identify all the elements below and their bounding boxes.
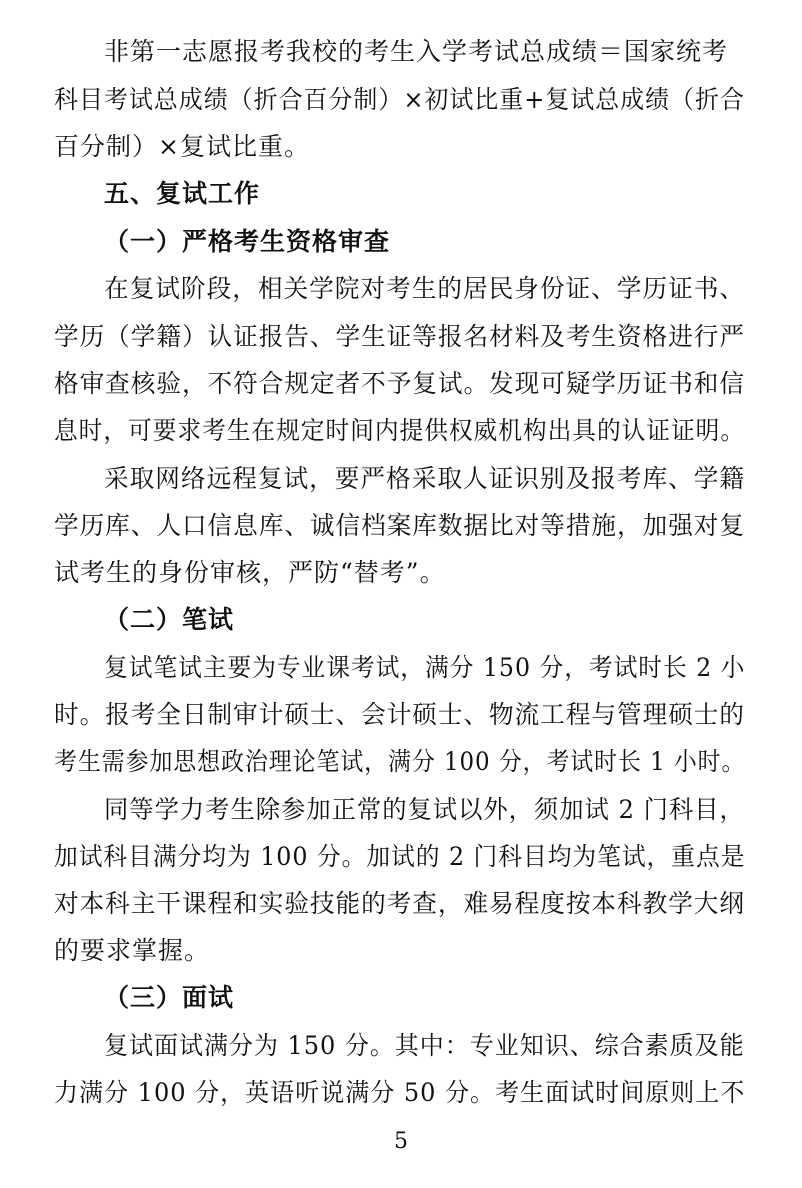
paragraph-line: 的要求掌握。 (54, 936, 211, 965)
paragraph-line: 科目考试总成绩（折合百分制）×初试比重+复试总成绩（折合 (54, 85, 745, 114)
paragraph-line: 复试笔试主要为专业课考试，满分 150 分，考试时长 2 小 (104, 653, 746, 682)
page-number: 5 (394, 1129, 408, 1154)
paragraph-line: 学历库、人口信息库、诚信档案库数据比对等措施，加强对复 (54, 511, 745, 540)
paragraph-line: 考生需参加思想政治理论笔试，满分 100 分，考试时长 1 小时。 (54, 747, 746, 776)
subsection-heading: （一）严格考生资格审查 (104, 227, 391, 256)
paragraph-line: 百分制）×复试比重。 (54, 132, 310, 161)
paragraph-line: 复试面试满分为 150 分。其中：专业知识、综合素质及能 (104, 1031, 745, 1060)
paragraph-line: 力满分 100 分，英语听说满分 50 分。考生面试时间原则上不 (54, 1078, 746, 1107)
subsection-heading: （二）笔试 (104, 605, 235, 634)
paragraph-line: 学历（学籍）认证报告、学生证等报名材料及考生资格进行严 (54, 322, 745, 351)
paragraph-line: 加试科目满分均为 100 分。加试的 2 门科目均为笔试，重点是 (54, 842, 746, 871)
paragraph-line: 息时，可要求考生在规定时间内提供权威机构出具的认证证明。 (54, 416, 746, 445)
paragraph-line: 试考生的身份审核，严防“替考”。 (54, 558, 446, 587)
paragraph-line: 采取网络远程复试，要严格采取人证识别及报考库、学籍 (104, 464, 746, 493)
section-heading: 五、复试工作 (104, 179, 261, 208)
paragraph-line: 非第一志愿报考我校的考生入学考试总成绩＝国家统考 (104, 37, 729, 66)
subsection-heading: （三）面试 (104, 983, 235, 1012)
paragraph-line: 同等学力考生除参加正常的复试以外，须加试 2 门科目， (104, 795, 745, 824)
paragraph-line: 在复试阶段，相关学院对考生的居民身份证、学历证书、 (104, 274, 746, 303)
paragraph-line: 对本科主干课程和实验技能的考查，难易程度按本科教学大纲 (54, 889, 745, 918)
paragraph-line: 时。报考全日制审计硕士、会计硕士、物流工程与管理硕士的 (54, 700, 745, 729)
paragraph-line: 格审查核验，不符合规定者不予复试。发现可疑学历证书和信 (54, 369, 745, 398)
